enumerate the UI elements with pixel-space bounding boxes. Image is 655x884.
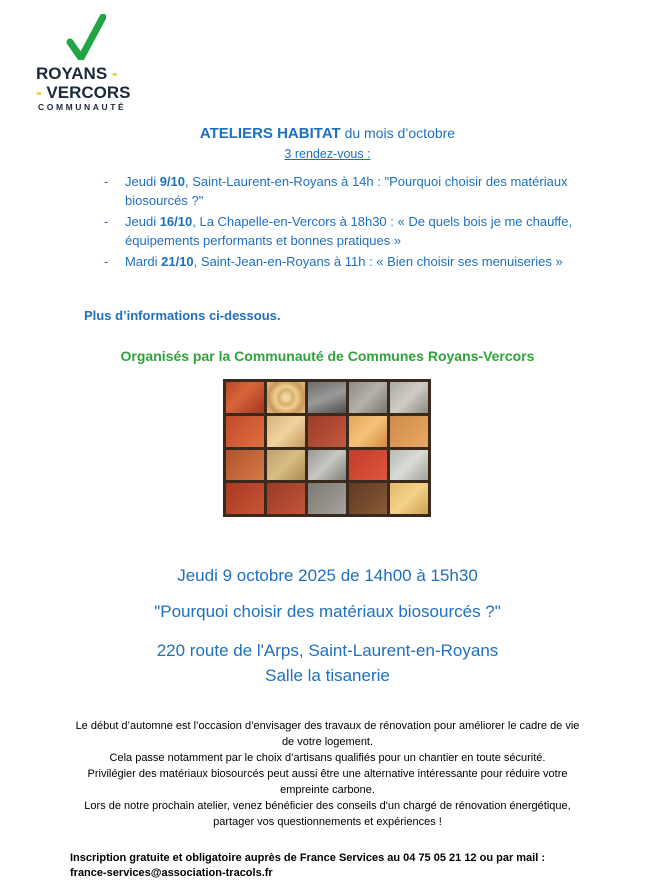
session-item: - Jeudi 16/10, La Chapelle-en-Vercors à 18h30 : « De quels bois je me chauffe, équipements performants et bonnes pratiques » [104,212,574,250]
logo-subtitle: COMMUNAUTÉ [38,102,127,112]
material-tile [349,416,387,447]
material-tile [308,416,346,447]
more-info-text: Plus d’informations ci-dessous. [84,308,281,323]
title-bold: ATELIERS HABITAT [199,125,341,142]
session-item: - Jeudi 9/10, Saint-Laurent-en-Royans à 14h : "Pourquoi choisir des matériaux biosourcés ?" [104,172,574,210]
material-tile [226,382,264,413]
page-title [0,125,655,142]
material-tile [390,450,428,481]
session-item: - Mardi 21/10, Saint-Jean-en-Royans à 11h : « Bien choisir ses menuiseries » [104,252,574,271]
event-room: Salle la tisanerie [265,666,390,685]
material-tile [267,382,305,413]
description-text [70,718,585,830]
event-topic: "Pourquoi choisir des matériaux biosourcés ?" [154,602,501,621]
organizer-text: Organisés par la Communauté de Communes Royans-Vercors [120,348,535,364]
description-paragraph: Lors de notre prochain atelier, venez bénéficier des conseils d'un chargé de rénovation énergétique, partager vos questionnements et expériences ! [84,800,571,828]
material-tile [308,483,346,514]
material-tile [390,483,428,514]
title-rest: du mois d’octobre [340,125,456,141]
material-tile [349,450,387,481]
material-tile [226,416,264,447]
event-date: Jeudi 9 octobre 2025 de 14h00 à 15h30 [177,566,478,585]
material-tile [349,483,387,514]
logo-line-vercors: - VERCORS [36,83,131,102]
materials-photo [223,379,431,517]
description-paragraph: Cela passe notamment par le choix d’artisans qualifiés pour un chantier en toute sécurité. [109,752,546,764]
material-tile [267,416,305,447]
signup-email: france-services@association-tracols.fr [70,867,273,879]
material-tile [390,382,428,413]
page-subtitle: 3 rendez-vous : [284,147,371,161]
material-tile [267,450,305,481]
description-paragraph: Le début d’automne est l’occasion d’envisager des travaux de rénovation pour améliorer le cadre de vie de votre logement. [75,720,580,748]
material-tile [349,382,387,413]
material-tile [308,450,346,481]
signup-info [70,851,610,881]
material-tile [226,483,264,514]
logo-line-royans: ROYANS - [36,64,118,83]
description-paragraph: Privilégier des matériaux biosourcés peut aussi être une alternative intéressante pour réduire votre empreinte carbone. [87,768,568,796]
sessions-list [104,172,574,273]
royans-vercors-logo [36,14,146,114]
material-tile [267,483,305,514]
event-address: 220 route de l'Arps, Saint-Laurent-en-Royans [156,641,499,660]
material-tile [226,450,264,481]
material-tile [308,382,346,413]
checkmark-icon [66,14,106,60]
signup-line: Inscription gratuite et obligatoire auprès de France Services au 04 75 05 21 12 ou par mail : [70,852,546,864]
material-tile [390,416,428,447]
